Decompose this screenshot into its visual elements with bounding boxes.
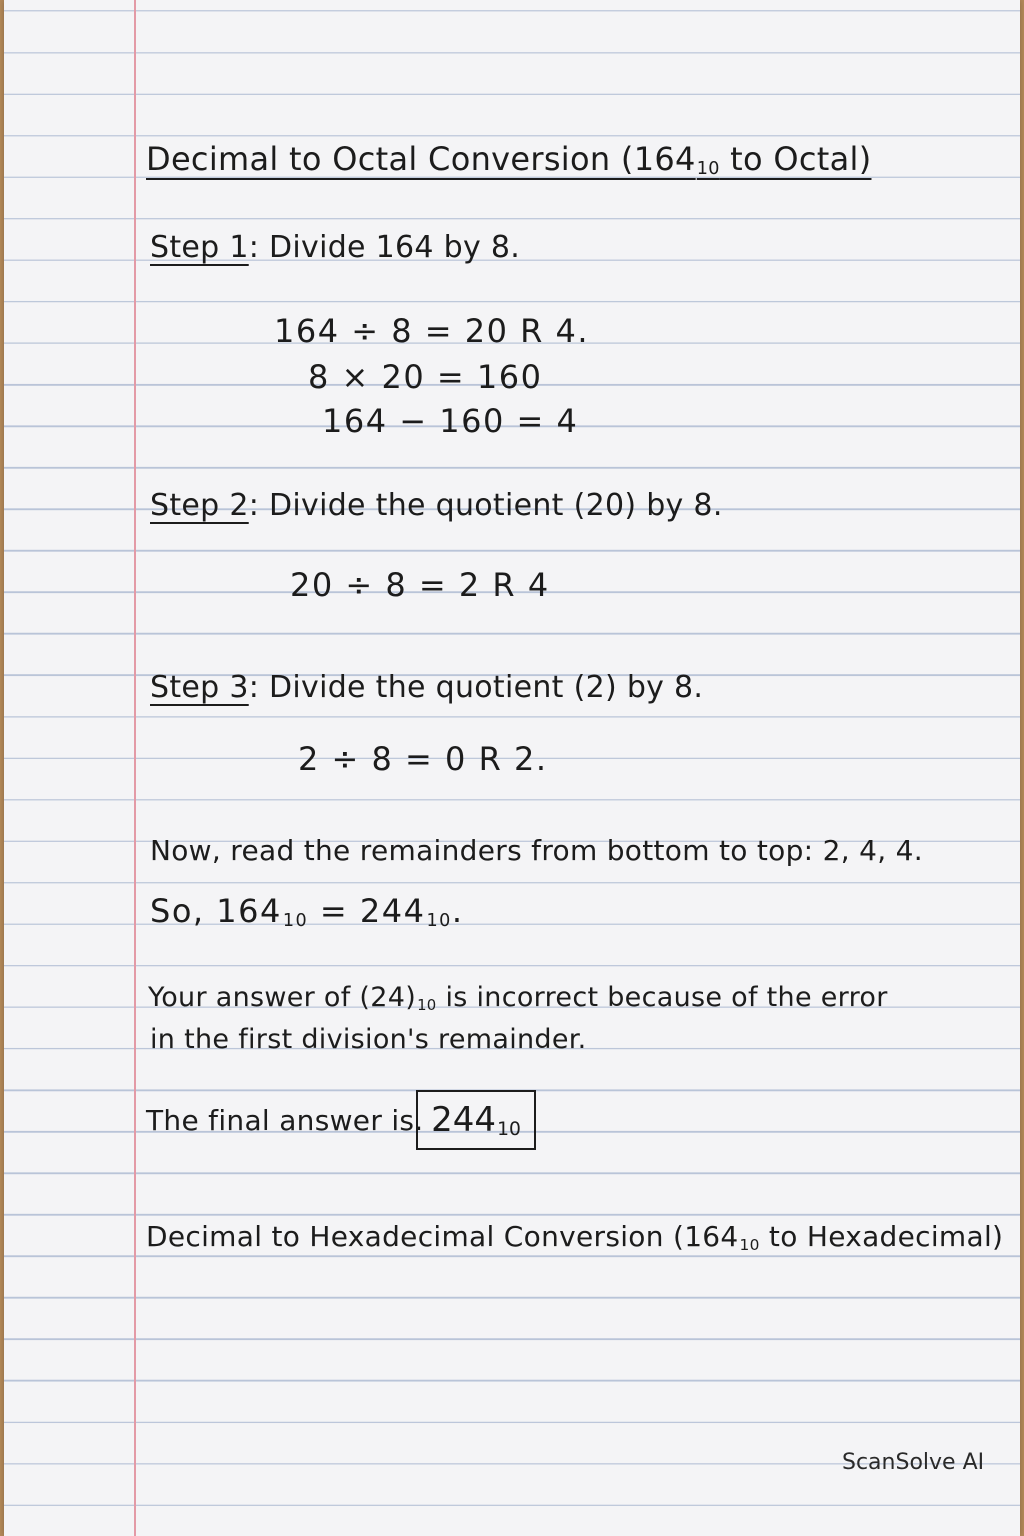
so-line-a-sub: 10: [282, 911, 309, 932]
error-note-a: Your answer of (24): [148, 982, 417, 1013]
final-value-sub: 10: [497, 1119, 521, 1141]
step1-line-3: 164 − 160 = 4: [322, 402, 579, 440]
final-value-number: 244: [431, 1099, 497, 1140]
so-line-end: .: [451, 892, 464, 930]
error-note-line-2: in the first division's remainder.: [150, 1024, 587, 1055]
step2-label: Step 2: [150, 488, 249, 523]
margin-line: [134, 0, 136, 1536]
hex-heading-tail: to Hexadecimal): [759, 1220, 1004, 1253]
hex-heading-sub: 10: [739, 1235, 760, 1254]
final-answer-box: [416, 1090, 536, 1150]
step2-heading: [150, 488, 723, 523]
brand-watermark: ScanSolve AI: [842, 1450, 985, 1475]
error-note-line-1: [148, 982, 888, 1014]
so-line-b-sub: 10: [426, 911, 452, 932]
step1-heading: [150, 230, 520, 265]
title-text: Decimal to Octal Conversion (164: [146, 140, 696, 178]
step1-text: : Divide 164 by 8.: [248, 230, 521, 265]
step3-label: Step 3: [150, 670, 249, 705]
step2-text: : Divide the quotient (20) by 8.: [248, 488, 723, 523]
so-line-b: = 244: [308, 892, 426, 930]
step1-label: Step 1: [150, 230, 249, 265]
title-subscript: 10: [696, 159, 720, 180]
final-answer-value: [431, 1100, 521, 1141]
step3-line-1: 2 ÷ 8 = 0 R 2.: [298, 740, 548, 778]
read-remainders-line: Now, read the remainders from bottom to top: 2, 4, 4.: [150, 834, 923, 867]
hex-heading: [146, 1220, 1003, 1254]
step3-text: : Divide the quotient (2) by 8.: [248, 670, 704, 705]
error-note-sub: 10: [417, 995, 437, 1014]
step1-line-1: 164 ÷ 8 = 20 R 4.: [274, 312, 590, 350]
title-tail: to Octal): [719, 140, 872, 178]
so-line-a: So, 164: [150, 892, 282, 930]
step3-heading: [150, 670, 703, 705]
error-note-b: is incorrect because of the error: [436, 982, 888, 1013]
so-line: [150, 892, 464, 931]
page-title: [146, 140, 871, 179]
hex-heading-text: Decimal to Hexadecimal Conversion (164: [146, 1220, 739, 1253]
final-answer-label: The final answer is.: [146, 1104, 424, 1137]
step2-line-1: 20 ÷ 8 = 2 R 4: [290, 566, 550, 604]
notebook-page: [4, 0, 1020, 1536]
step1-line-2: 8 × 20 = 160: [308, 358, 543, 396]
